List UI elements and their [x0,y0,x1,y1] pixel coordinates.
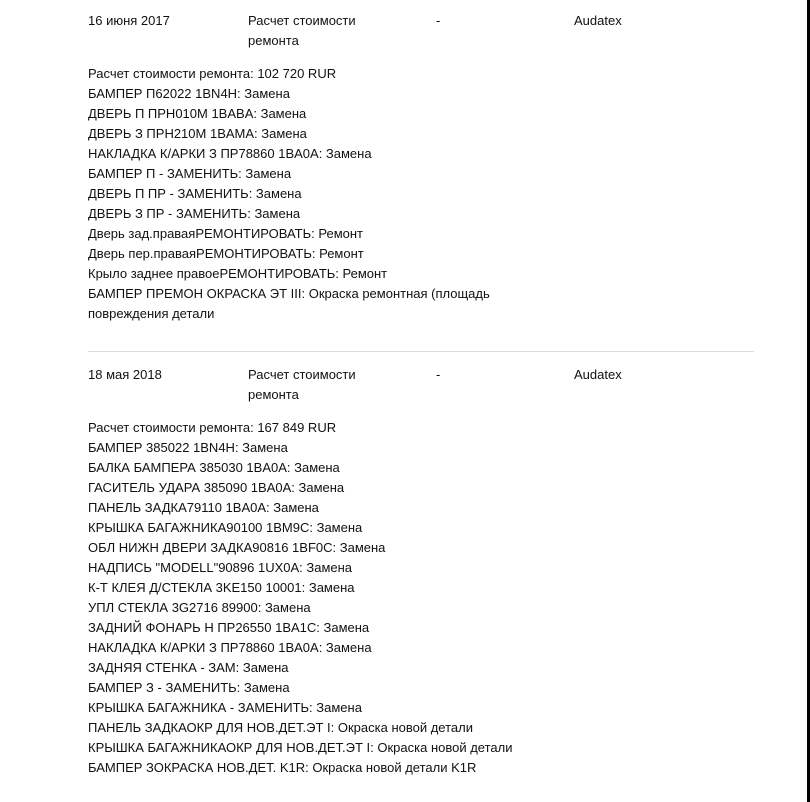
detail-line: НАКЛАДКА К/АРКИ З ПР78860 1BA0A: Замена [88,640,372,655]
detail-line: ДВЕРЬ П ПР - ЗАМЕНИТЬ: Замена [88,186,302,201]
record-details [88,418,518,778]
detail-line: КРЫШКА БАГАЖНИКА - ЗАМЕНИТЬ: Замена [88,700,362,715]
record-type: Расчет стоимости ремонта [248,367,356,402]
detail-line: Расчет стоимости ремонта: 102 720 RUR [88,66,337,81]
detail-line: ПАНЕЛЬ ЗАДКАОКР ДЛЯ НОВ.ДЕТ.ЭТ I: Окраска новой детали [88,720,473,735]
detail-line: БАМПЕР ЗОКРАСКА НОВ.ДЕТ. K1R: Окраска новой детали K1R [88,760,477,775]
record-source: Audatex [574,13,622,28]
detail-line: Дверь зад.праваяРЕМОНТИРОВАТЬ: Ремонт [88,226,363,241]
detail-line: ДВЕРЬ З ПР - ЗАМЕНИТЬ: Замена [88,206,301,221]
detail-line: ОБЛ НИЖН ДВЕРИ ЗАДКА90816 1BF0C: Замена [88,540,386,555]
detail-line: БАМПЕР ПРЕМОН ОКРАСКА ЭТ III: Окраска ремонтная (площадь повреждения детали [88,286,490,321]
detail-line: БАМПЕР З - ЗАМЕНИТЬ: Замена [88,680,290,695]
detail-line: К-Т КЛЕЯ Д/СТЕКЛА 3KE150 10001: Замена [88,580,355,595]
detail-line: БАЛКА БАМПЕРА 385030 1BA0A: Замена [88,460,340,475]
record-mileage: - [436,367,441,382]
detail-line: Дверь пер.праваяРЕМОНТИРОВАТЬ: Ремонт [88,246,364,261]
detail-line: ГАСИТЕЛЬ УДАРА 385090 1BA0A: Замена [88,480,345,495]
detail-line: БАМПЕР 385022 1BN4H: Замена [88,440,288,455]
record-header [88,365,754,405]
detail-line: ЗАДНИЙ ФОНАРЬ Н ПР26550 1BA1C: Замена [88,620,370,635]
detail-line: ЗАДНЯЯ СТЕНКА - ЗАМ: Замена [88,660,289,675]
detail-line: КРЫШКА БАГАЖНИКА90100 1BM9C: Замена [88,520,363,535]
record-date: 18 мая 2018 [88,367,162,382]
record-type: Расчет стоимости ремонта [248,13,356,48]
history-record-2 [88,365,754,775]
detail-line: НАДПИСЬ "MODELL"90896 1UX0A: Замена [88,560,353,575]
detail-line: УПЛ СТЕКЛА 3G2716 89900: Замена [88,600,311,615]
detail-line: БАМПЕР П - ЗАМЕНИТЬ: Замена [88,166,292,181]
history-record-1 [88,11,754,321]
detail-line: НАКЛАДКА К/АРКИ З ПР78860 1BA0A: Замена [88,146,372,161]
record-source: Audatex [574,367,622,382]
detail-line: БАМПЕР П62022 1BN4H: Замена [88,86,290,101]
detail-line: Крыло заднее правоеРЕМОНТИРОВАТЬ: Ремонт [88,266,388,281]
detail-line: Расчет стоимости ремонта: 167 849 RUR [88,420,337,435]
detail-line: ДВЕРЬ З ПРН210M 1BAMA: Замена [88,126,307,141]
record-date: 16 июня 2017 [88,13,170,28]
record-details [88,64,518,324]
detail-line: ДВЕРЬ П ПРН010M 1BABA: Замена [88,106,307,121]
detail-line: ПАНЕЛЬ ЗАДКА79110 1BA0A: Замена [88,500,319,515]
record-mileage: - [436,13,441,28]
detail-line: КРЫШКА БАГАЖНИКАОКР ДЛЯ НОВ.ДЕТ.ЭТ I: Окраска новой детали [88,740,513,755]
record-divider [88,351,754,352]
record-header [88,11,754,51]
